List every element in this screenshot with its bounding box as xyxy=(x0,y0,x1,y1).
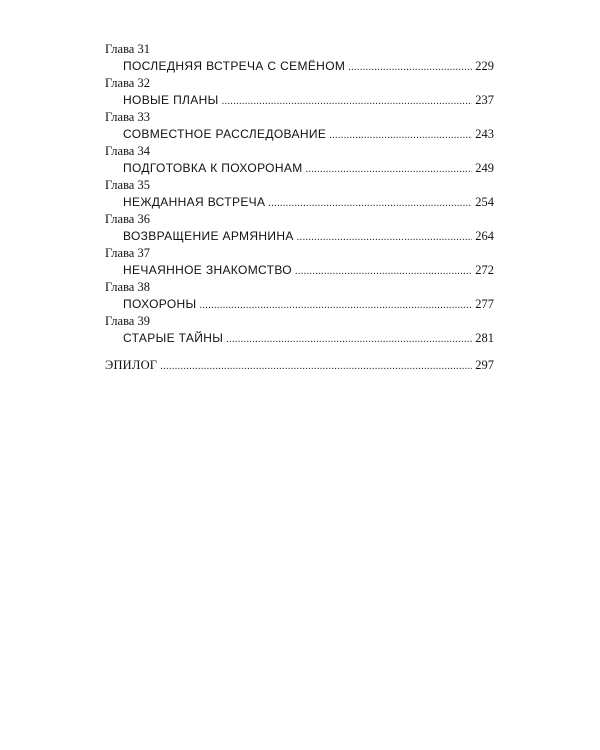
chapter-title: ПОДГОТОВКА К ПОХОРОНАМ xyxy=(123,161,303,175)
chapter-label: Глава 34 xyxy=(105,144,150,158)
chapter-label: Глава 39 xyxy=(105,314,150,328)
toc-line xyxy=(105,58,494,75)
page-number: 237 xyxy=(475,93,494,107)
dot-leader xyxy=(297,229,472,246)
toc-line xyxy=(105,92,494,109)
chapter-title: СТАРЫЕ ТАЙНЫ xyxy=(123,331,224,345)
dot-leader xyxy=(160,358,472,375)
page-number: 281 xyxy=(475,331,494,345)
epilogue-title: ЭПИЛОГ xyxy=(105,358,158,372)
chapter-title: ПОХОРОНЫ xyxy=(123,297,197,311)
table-of-contents xyxy=(105,41,494,374)
chapter-label: Глава 32 xyxy=(105,76,150,90)
chapter-title: ПОСЛЕДНЯЯ ВСТРЕЧА С СЕМЁНОМ xyxy=(123,59,346,73)
chapter-label: Глава 31 xyxy=(105,42,150,56)
page-number: 297 xyxy=(475,358,494,372)
toc-line xyxy=(105,160,494,177)
toc-line xyxy=(105,194,494,211)
page-number: 264 xyxy=(475,229,494,243)
page-number: 272 xyxy=(475,263,494,277)
dot-leader xyxy=(329,127,472,144)
page-number: 249 xyxy=(475,161,494,175)
dot-leader xyxy=(348,59,472,76)
chapter-label: Глава 37 xyxy=(105,246,150,260)
toc-entry xyxy=(105,41,494,75)
chapter-title: НОВЫЕ ПЛАНЫ xyxy=(123,93,219,107)
chapter-title: СОВМЕСТНОЕ РАССЛЕДОВАНИЕ xyxy=(123,127,327,141)
page-number: 243 xyxy=(475,127,494,141)
toc-line xyxy=(105,330,494,347)
toc-entry xyxy=(105,143,494,177)
chapter-label: Глава 35 xyxy=(105,178,150,192)
dot-leader xyxy=(226,331,472,348)
toc-entry xyxy=(105,313,494,347)
toc-line xyxy=(105,228,494,245)
toc-entry xyxy=(105,75,494,109)
toc-entry xyxy=(105,109,494,143)
toc-entry xyxy=(105,279,494,313)
dot-leader xyxy=(306,161,473,178)
toc-entry xyxy=(105,177,494,211)
toc-entry xyxy=(105,245,494,279)
epilogue-entry xyxy=(105,357,494,374)
chapter-title: НЕЧАЯННОЕ ЗНАКОМСТВО xyxy=(123,263,292,277)
dot-leader xyxy=(200,297,473,314)
toc-line xyxy=(105,262,494,279)
chapter-title: НЕЖДАННАЯ ВСТРЕЧА xyxy=(123,195,266,209)
dot-leader xyxy=(295,263,472,280)
chapter-label: Глава 33 xyxy=(105,110,150,124)
chapter-title: ВОЗВРАЩЕНИЕ АРМЯНИНА xyxy=(123,229,294,243)
dot-leader xyxy=(222,93,473,110)
page-number: 254 xyxy=(475,195,494,209)
chapter-label: Глава 38 xyxy=(105,280,150,294)
dot-leader xyxy=(268,195,472,212)
page-number: 277 xyxy=(475,297,494,311)
toc-line xyxy=(105,296,494,313)
page-number: 229 xyxy=(475,59,494,73)
chapter-label: Глава 36 xyxy=(105,212,150,226)
toc-line xyxy=(105,126,494,143)
toc-entry xyxy=(105,211,494,245)
